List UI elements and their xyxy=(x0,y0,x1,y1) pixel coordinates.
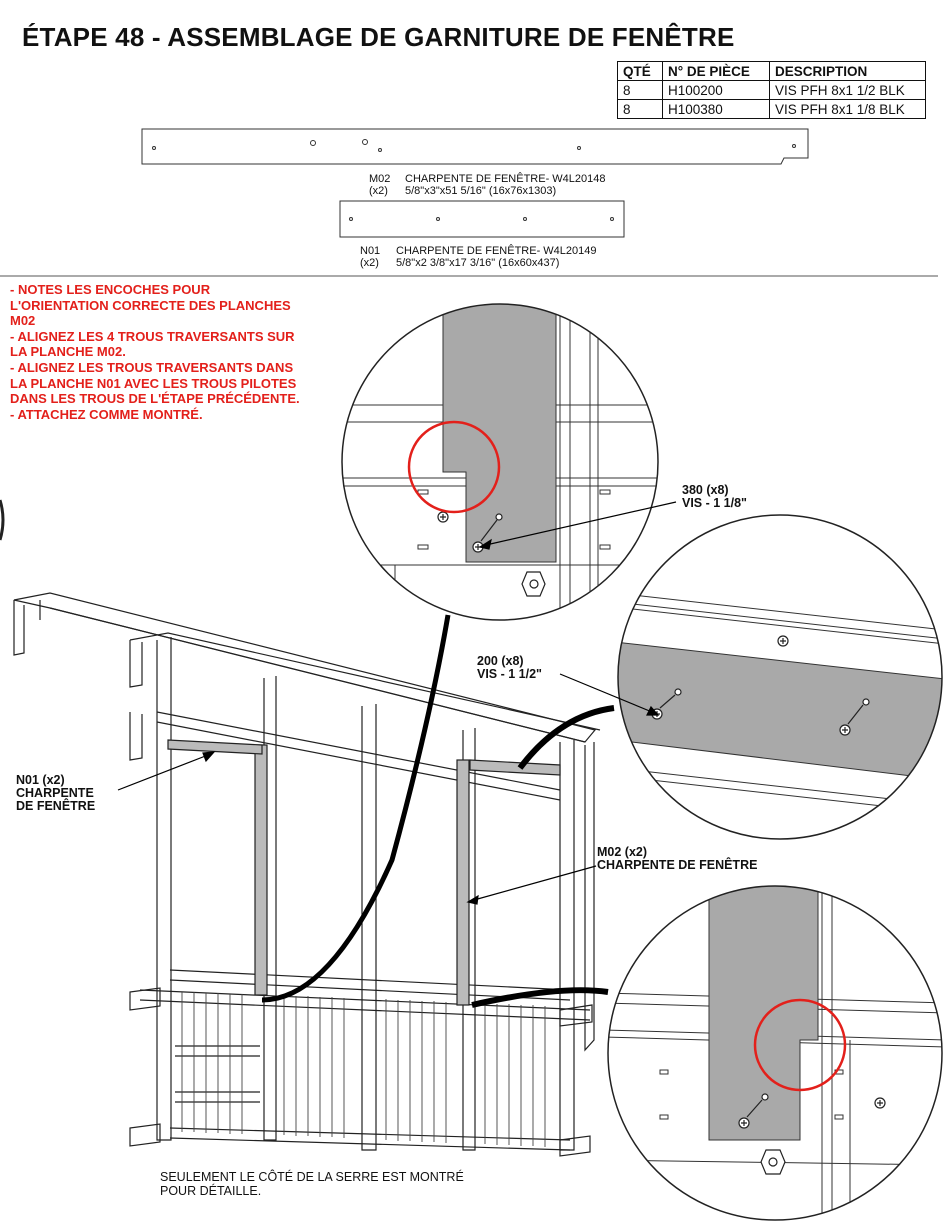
callout-screw-380 xyxy=(682,484,747,510)
header-qty: QTÉ xyxy=(618,62,663,81)
callout-screw-200 xyxy=(477,655,542,681)
footer-note xyxy=(160,1170,464,1198)
board-qty: (x2) xyxy=(369,185,388,197)
board-dims: 5/8"x3"x51 5/16" (16x76x1303) xyxy=(405,185,557,197)
note-line: LA PLANCHE N01 AVEC LES TROUS PILOTES xyxy=(10,375,297,391)
header-part-number: N° DE PIÈCE xyxy=(663,62,770,81)
page-title: ÉTAPE 48 - ASSEMBLAGE DE GARNITURE DE FENÊTRE xyxy=(22,22,735,52)
note-line: - ATTACHEZ COMME MONTRÉ. xyxy=(10,406,203,422)
board-m02-drawing xyxy=(142,129,808,164)
callout-line: 380 (x8) xyxy=(682,483,729,497)
callout-line: CHARPENTE DE FENÊTRE xyxy=(597,858,758,872)
board-code: M02 xyxy=(369,173,391,185)
row-qty: 8 xyxy=(618,100,663,119)
note-line: - ALIGNEZ LES 4 TROUS TRAVERSANTS SUR xyxy=(10,328,295,344)
note-line: M02 xyxy=(10,313,36,329)
footer-line: SEULEMENT LE CÔTÉ DE LA SERRE EST MONTRÉ xyxy=(160,1170,464,1184)
note-line: DANS LES TROUS DE L'ÉTAPE PRÉCÉDENTE. xyxy=(10,391,300,407)
callout-line: VIS - 1 1/2" xyxy=(477,667,542,681)
callout-line: 200 (x8) xyxy=(477,654,524,668)
board-code: N01 xyxy=(360,245,381,257)
callout-m02 xyxy=(597,846,757,872)
callout-line: DE FENÊTRE xyxy=(16,799,96,813)
note-line: LA PLANCHE M02. xyxy=(10,344,126,360)
callout-line: N01 (x2) xyxy=(16,773,65,787)
detail-circle-bottom xyxy=(605,885,945,1225)
callout-line: CHARPENTE xyxy=(16,786,94,800)
board-dims: 5/8"x2 3/8"x17 3/16" (16x60x437) xyxy=(396,257,560,269)
detail-connector-bottom xyxy=(472,990,608,1005)
detail-circle-top xyxy=(340,300,660,630)
footer-line: POUR DÉTAILLE. xyxy=(160,1184,262,1198)
page-edge-mark xyxy=(0,500,3,540)
instruction-notes xyxy=(10,282,370,422)
header-description: DESCRIPTION xyxy=(770,62,926,81)
row-qty: 8 xyxy=(618,81,663,100)
board-m02-caption xyxy=(369,173,606,197)
callout-line: VIS - 1 1/8" xyxy=(682,496,747,510)
row-description: VIS PFH 8x1 1/8 BLK xyxy=(770,100,926,119)
board-n01-caption xyxy=(360,245,597,269)
callout-n01 xyxy=(16,774,95,813)
callout-line: M02 (x2) xyxy=(597,845,648,859)
board-name: CHARPENTE DE FENÊTRE- W4L20148 xyxy=(405,173,606,185)
board-n01-drawing xyxy=(340,201,624,237)
row-part-number: H100380 xyxy=(663,100,770,119)
row-description: VIS PFH 8x1 1/2 BLK xyxy=(770,81,926,100)
note-line: - NOTES LES ENCOCHES POUR xyxy=(10,282,211,297)
board-qty: (x2) xyxy=(360,257,379,269)
row-part-number: H100200 xyxy=(663,81,770,100)
board-name: CHARPENTE DE FENÊTRE- W4L20149 xyxy=(396,245,597,257)
note-line: - ALIGNEZ LES TROUS TRAVERSANTS DANS xyxy=(10,359,294,375)
detail-circle-middle xyxy=(615,515,945,845)
note-line: L'ORIENTATION CORRECTE DES PLANCHES xyxy=(10,297,291,313)
